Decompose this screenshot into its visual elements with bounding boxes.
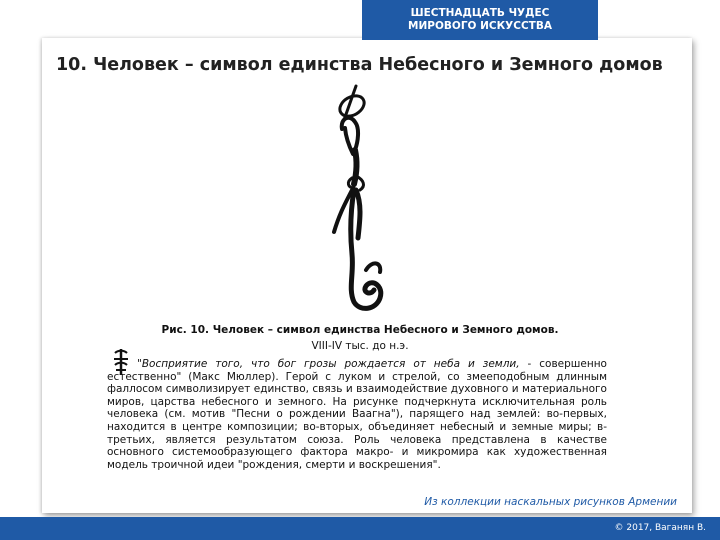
- quote-text: "Восприятие того, что бог грозы рождается от неба и земли,: [137, 358, 520, 370]
- banner-line-2: МИРОВОГО ИСКУССТВА: [408, 20, 552, 32]
- slide-title: 10. Человек – символ единства Небесного и Земного домов: [56, 55, 663, 75]
- description-paragraph: [107, 358, 607, 471]
- source-note: Из коллекции наскальных рисунков Армении: [424, 496, 677, 508]
- footer-bar: [0, 517, 720, 540]
- figure-caption-title: Рис. 10. Человек – символ единства Небесного и Земного домов.: [161, 324, 559, 336]
- banner-line-1: ШЕСТНАДЦАТЬ ЧУДЕС: [410, 7, 550, 19]
- figure-caption: [160, 322, 560, 354]
- description-text: - совершенно естественно" (Макс Мюллер). Герой с луком и стрелой, со змееподобным длинным фаллосом символизирует единство, связь и взаимодействие духовного и материального миров, царства небесного и земного. На рисунке подчеркнута исключительная роль человека (см. мотив "Песни о рождении Ваагна"), парящего над землей: во-первых, находится в центре композиции; во-вторых, объединяет небесный и земные миры; в-третьих, является результатом союза. Роль человека представлена в качестве основного системообразующего фактора макро- и микромира как художественная модель троичной идеи "рождения, смерти и воскрешения".: [107, 358, 607, 471]
- petroglyph-human-figure: [300, 84, 420, 324]
- copyright: © 2017, Ваганян В.: [614, 523, 706, 533]
- header-banner: [362, 0, 598, 40]
- figure-caption-date: VIII-IV тыс. до н.э.: [311, 340, 409, 352]
